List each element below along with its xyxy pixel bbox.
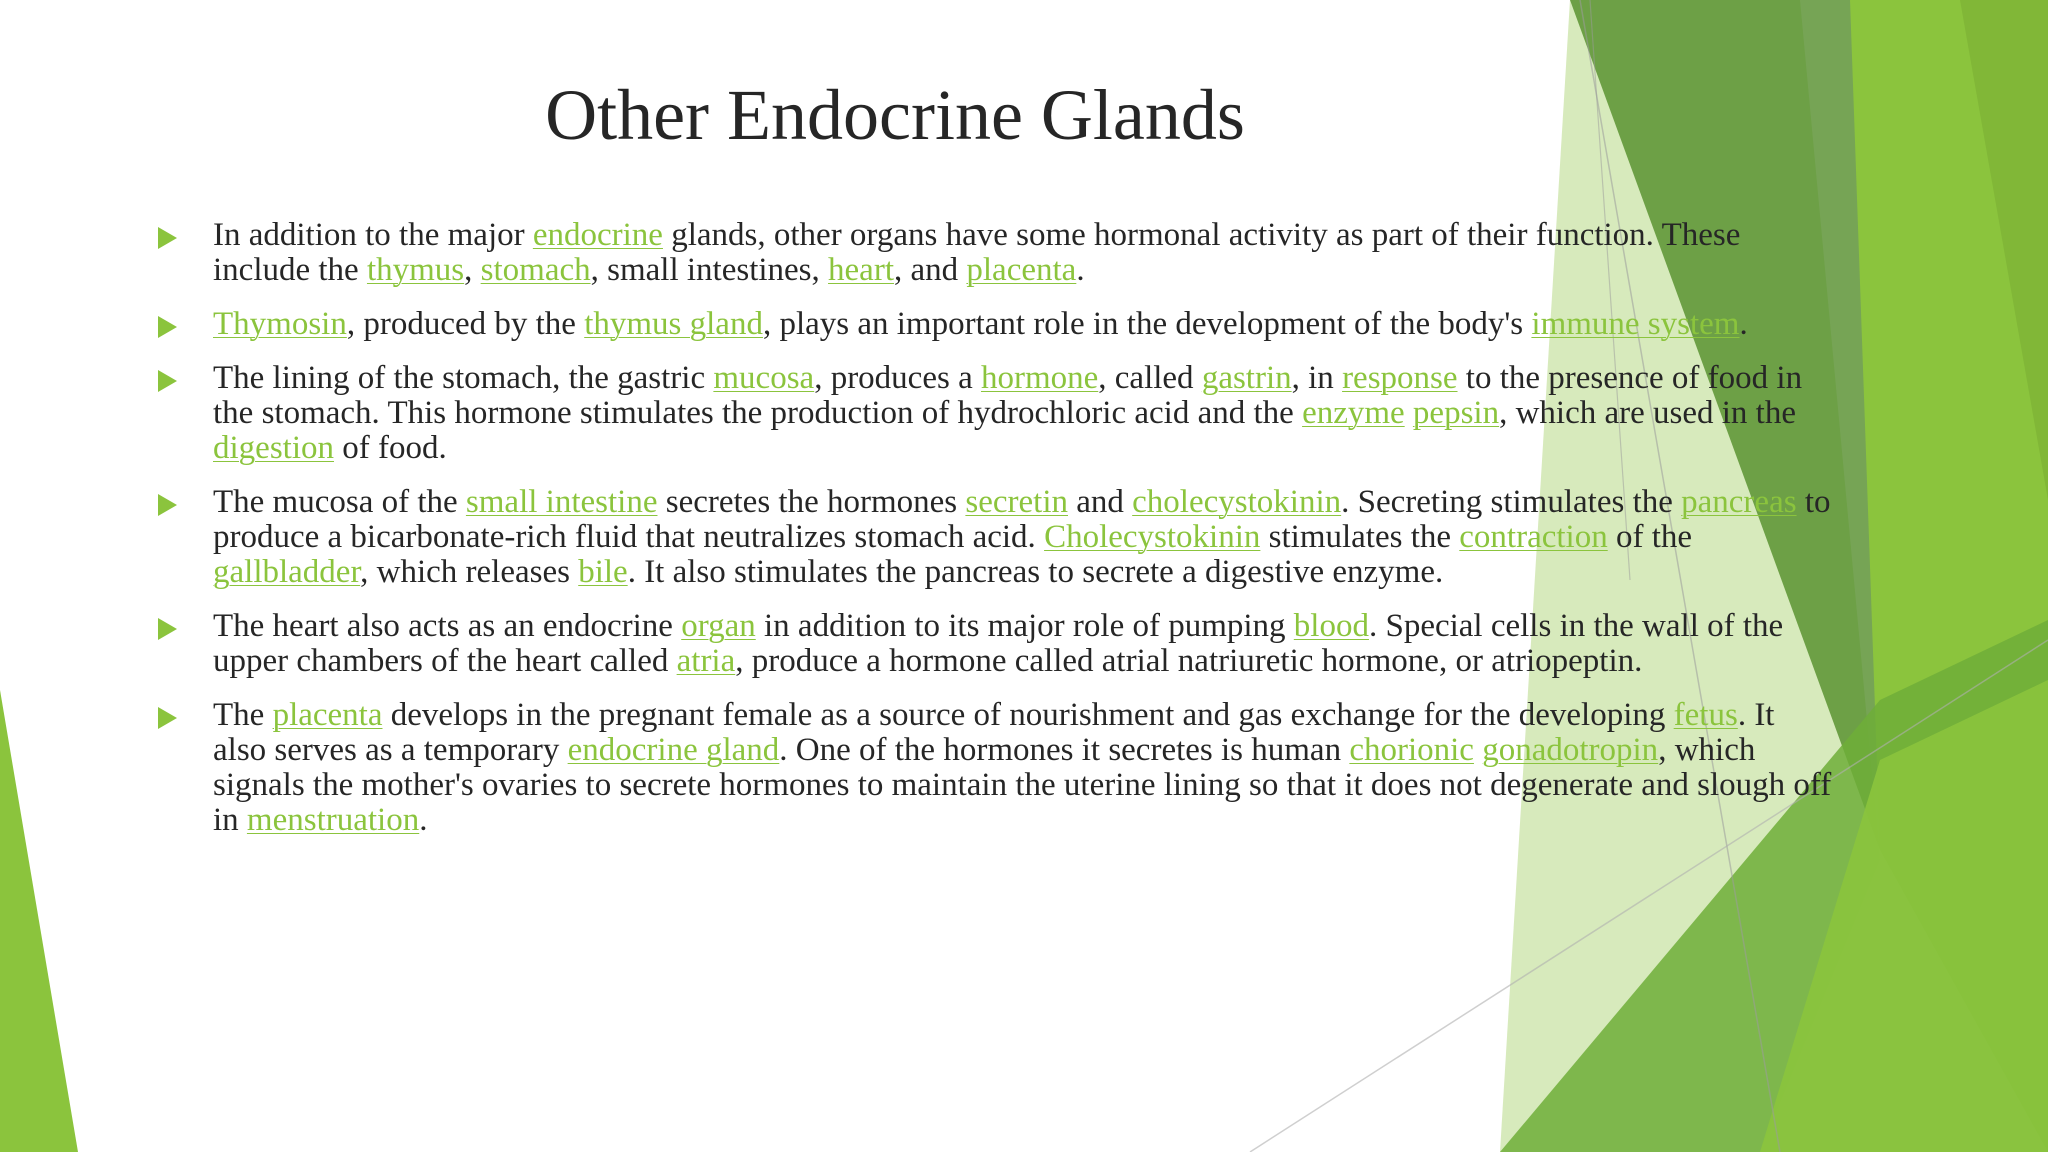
bullet-text: , small intestines, — [590, 252, 829, 288]
bullet-text: in addition to its major role of pumping — [755, 608, 1294, 644]
term-link[interactable]: endocrine — [532, 217, 663, 253]
bullet-text: , plays an important role in the development of the body's — [762, 306, 1532, 342]
term-link[interactable]: pancreas — [1681, 484, 1797, 520]
term-link[interactable]: placenta — [966, 252, 1077, 288]
triangle-right-icon — [158, 227, 177, 249]
bullet-text: . One of the hormones it secretes is human — [779, 732, 1350, 768]
term-link[interactable]: Thymosin — [213, 306, 347, 342]
term-link[interactable]: hormone — [980, 360, 1099, 396]
triangle-right-icon — [158, 618, 177, 640]
bullet-text: and — [1068, 484, 1133, 520]
slide-title: Other Endocrine Glands — [545, 75, 1245, 155]
term-link[interactable]: immune system — [1531, 306, 1740, 342]
bullet-text: . — [419, 802, 428, 838]
bullet-text: secretes the hormones — [657, 484, 966, 520]
term-link[interactable]: enzyme — [1302, 395, 1405, 431]
term-link[interactable]: organ — [681, 608, 756, 644]
bullet-item — [155, 361, 1835, 466]
term-link[interactable]: response — [1342, 360, 1458, 396]
bullet-text: The mucosa of the — [213, 484, 466, 520]
bullet-text: , which are used in the — [1499, 395, 1796, 431]
term-link[interactable]: chorionic — [1349, 732, 1474, 768]
bullet-item — [155, 218, 1835, 288]
bullet-text: , — [464, 252, 481, 288]
left-green-sliver — [0, 690, 78, 1152]
term-link[interactable]: mucosa — [713, 360, 815, 396]
bullet-item — [155, 307, 1835, 342]
term-link[interactable]: gonadotropin — [1482, 732, 1659, 768]
term-link[interactable]: cholecystokinin — [1132, 484, 1342, 520]
bullet-text — [1474, 732, 1482, 768]
bullet-text: to produce a bicarbonate-rich fluid that neutralizes stomach acid. — [213, 484, 1831, 555]
triangle-right-icon — [158, 707, 177, 729]
bullet-text: develops in the pregnant female as a source of nourishment and gas exchange for the developing — [382, 697, 1674, 733]
bullet-text: . — [1739, 306, 1748, 342]
bullet-list — [155, 218, 1835, 857]
term-link[interactable]: thymus gland — [584, 306, 763, 342]
term-link[interactable]: menstruation — [246, 802, 420, 838]
bullet-text: to the presence of food in the stomach. This hormone stimulates the production of hydrochloric acid and the — [213, 360, 1803, 431]
bullet-text: The lining of the stomach, the gastric — [213, 360, 714, 396]
bullet-text: , and — [893, 252, 967, 288]
bullet-text: of food. — [334, 430, 447, 466]
bullet-item — [155, 698, 1835, 838]
bullet-text: , called — [1098, 360, 1202, 396]
term-link[interactable]: heart — [828, 252, 894, 288]
bullet-text: The heart also acts as an endocrine — [213, 608, 682, 644]
bullet-text: . Special cells in the wall of the upper chambers of the heart called — [213, 608, 1784, 679]
term-link[interactable]: atria — [676, 643, 736, 679]
term-link[interactable]: fetus — [1673, 697, 1738, 733]
bullet-text: , which signals the mother's ovaries to secrete hormones to maintain the uterine lining so that it does not degenerate and slough off in — [213, 732, 1832, 838]
bullet-text — [1405, 395, 1413, 431]
term-link[interactable]: Cholecystokinin — [1044, 519, 1261, 555]
bullet-text: . It also serves as a temporary — [213, 697, 1775, 768]
bullet-text: , produced by the — [346, 306, 585, 342]
triangle-right-icon — [158, 316, 177, 338]
term-link[interactable]: digestion — [213, 430, 334, 466]
bullet-text: , produces a — [814, 360, 981, 396]
term-link[interactable]: endocrine gland — [567, 732, 780, 768]
term-link[interactable]: bile — [578, 554, 628, 590]
term-link[interactable]: stomach — [480, 252, 591, 288]
bullet-text: . — [1076, 252, 1085, 288]
term-link[interactable]: pepsin — [1412, 395, 1500, 431]
bullet-text: . It also stimulates the pancreas to secrete a digestive enzyme. — [627, 554, 1444, 590]
term-link[interactable]: gastrin — [1201, 360, 1292, 396]
bullet-text: , in — [1291, 360, 1343, 396]
bullet-text: The — [213, 697, 273, 733]
bullet-text: , which releases — [360, 554, 579, 590]
triangle-right-icon — [158, 370, 177, 392]
term-link[interactable]: secretin — [965, 484, 1068, 520]
bullet-text: glands, other organs have some hormonal activity as part of their function. These include the — [213, 217, 1741, 288]
bullet-text: In addition to the major — [213, 217, 533, 253]
bullet-text: . Secreting stimulates the — [1341, 484, 1682, 520]
term-link[interactable]: thymus — [366, 252, 465, 288]
bullet-item — [155, 485, 1835, 590]
term-link[interactable]: gallbladder — [213, 554, 361, 590]
term-link[interactable]: small intestine — [465, 484, 658, 520]
term-link[interactable]: placenta — [272, 697, 383, 733]
triangle-right-icon — [158, 494, 177, 516]
bullet-text: , produce a hormone called atrial natriuretic hormone, or atriopeptin. — [735, 643, 1643, 679]
bullet-item — [155, 609, 1835, 679]
term-link[interactable]: contraction — [1459, 519, 1608, 555]
term-link[interactable]: blood — [1293, 608, 1369, 644]
bullet-text: of the — [1607, 519, 1693, 555]
bullet-text: stimulates the — [1260, 519, 1460, 555]
